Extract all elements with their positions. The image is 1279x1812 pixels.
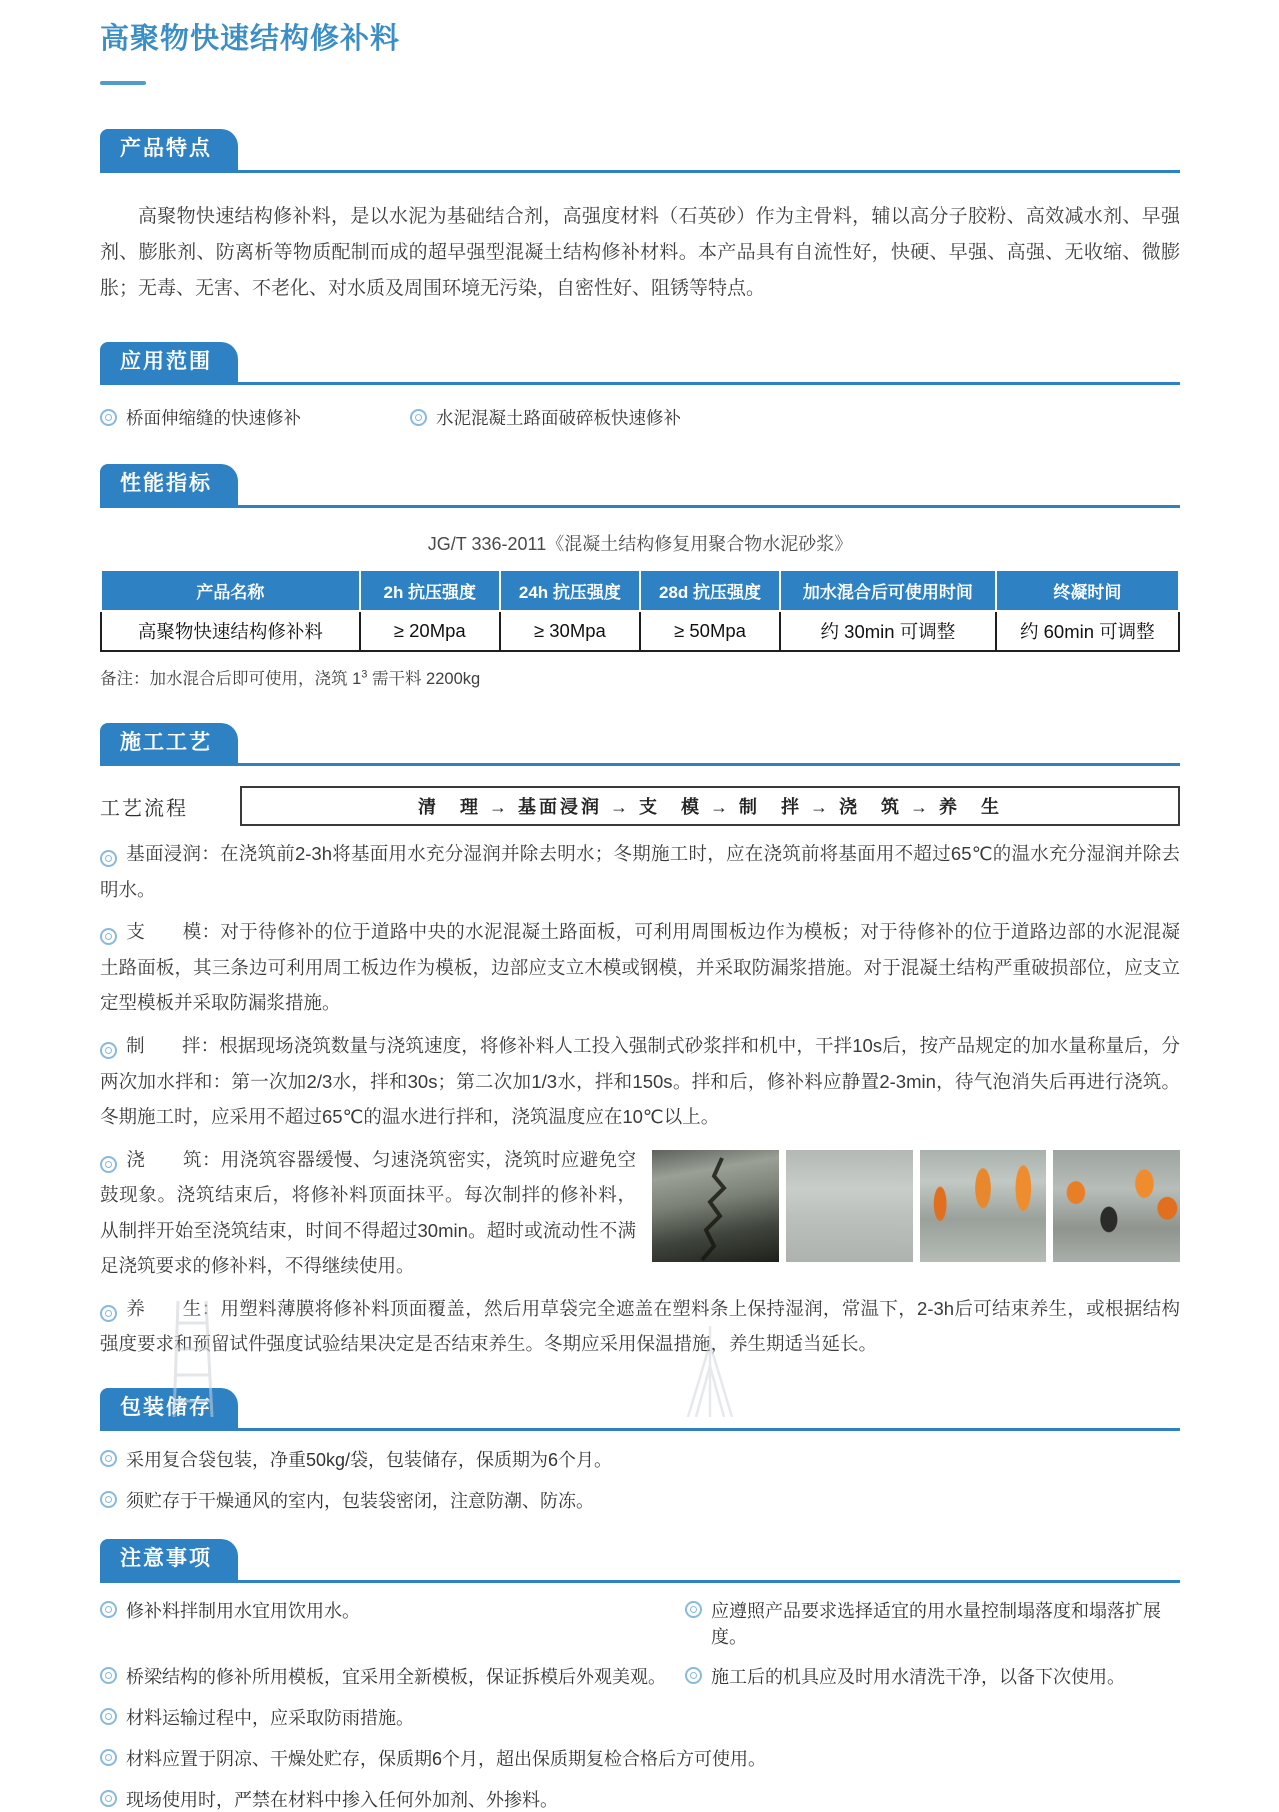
ring-bullet-icon xyxy=(685,1601,702,1618)
column-header: 加水混合后可使用时间 xyxy=(780,570,996,611)
column-header: 2h 抗压强度 xyxy=(360,570,500,611)
section-tab-notes: 注意事项 xyxy=(100,1539,238,1580)
ring-bullet-icon xyxy=(100,1042,117,1059)
list-item xyxy=(100,1487,1180,1513)
standard-reference: JG/T 336-2011《混凝土结构修复用聚合物水泥砂浆》 xyxy=(427,533,853,554)
title-underline xyxy=(100,81,146,85)
section-header-application xyxy=(100,342,1180,386)
list-item xyxy=(100,1663,685,1689)
process-step xyxy=(100,1291,1180,1362)
ring-bullet-icon xyxy=(100,1790,117,1807)
section-tab-features: 产品特点 xyxy=(100,129,238,170)
ring-bullet-icon xyxy=(100,1305,117,1322)
notes-row xyxy=(100,1597,1180,1649)
section-header-notes xyxy=(100,1539,1180,1583)
process-step-text: 养 生：用塑料薄膜将修补料顶面覆盖，然后用草袋完全遮盖在塑料条上保持湿润，常温下，2-3h后可结束养生，或根据结构强度要求和预留试件强度试验结果决定是否结束养生。冬期应采用保温措施，养生期适当延长。 xyxy=(100,1297,1180,1355)
table-cell: 约 30min 可调整 xyxy=(780,611,996,651)
note-item-label: 材料应置于阴凉、干燥处贮存，保质期6个月，超出保质期复检合格后方可使用。 xyxy=(126,1748,767,1769)
note-item-label: 现场使用时，严禁在材料中掺入任何外加剂、外掺料。 xyxy=(126,1789,558,1810)
column-header: 终凝时间 xyxy=(996,570,1179,611)
footnote-superscript: 3 xyxy=(361,668,368,681)
section-header-process xyxy=(100,723,1180,767)
process-step-text: 基面浸润：在浇筑前2-3h将基面用水充分湿润并除去明水；冬期施工时，应在浇筑前将基面用不超过65℃的温水充分湿润并除去明水。 xyxy=(100,843,1180,900)
list-item xyxy=(685,1663,1125,1689)
column-header: 28d 抗压强度 xyxy=(640,570,780,611)
flow-label: 工艺流程 xyxy=(100,797,188,820)
ring-bullet-icon xyxy=(100,409,117,426)
ring-bullet-icon xyxy=(100,1450,117,1467)
section-tab-performance: 性能指标 xyxy=(100,464,238,505)
ring-bullet-icon xyxy=(100,928,117,945)
section-header-storage xyxy=(100,1388,1180,1432)
process-step-text: 支 模：对于待修补的位于道路中央的水泥混凝土路面板，可利用周围板边作为模板；对于待修补的位于道路边部的水泥混凝土路面板，其三条边可利用周工板边作为模板，边部应支立木模或钢模，并采取防漏浆措施。对于混凝土结构严重破损部位，应支立定型模板并采取防漏浆措施。 xyxy=(100,921,1180,1014)
application-items xyxy=(100,405,1180,430)
section-tab-application: 应用范围 xyxy=(100,342,238,383)
storage-item-label: 须贮存于干燥通风的室内，包装袋密闭，注意防潮、防冻。 xyxy=(126,1491,594,1512)
table-cell: 高聚物快速结构修补料 xyxy=(101,611,360,651)
column-header: 产品名称 xyxy=(101,570,360,611)
table-cell: ≥ 20Mpa xyxy=(360,611,500,651)
ring-bullet-icon xyxy=(685,1667,702,1684)
ring-bullet-icon xyxy=(100,1491,117,1508)
process-step xyxy=(100,1028,1180,1135)
section-header-performance xyxy=(100,464,1180,508)
process-photo-strip xyxy=(652,1150,1180,1262)
section-tab-storage: 包装储存 xyxy=(100,1388,238,1429)
column-header: 24h 抗压强度 xyxy=(500,570,640,611)
ring-bullet-icon xyxy=(100,1156,117,1173)
process-step xyxy=(100,836,1180,907)
process-step xyxy=(100,914,1180,1021)
list-item xyxy=(100,1704,1180,1730)
table-header-row xyxy=(101,570,1179,611)
storage-item-label: 采用复合袋包装，净重50kg/袋，包装储存，保质期为6个月。 xyxy=(126,1450,613,1471)
application-item-label: 桥面伸缩缝的快速修补 xyxy=(126,408,301,429)
list-item xyxy=(685,1597,1180,1649)
footnote-text: 需干料 2200kg xyxy=(367,669,481,688)
list-item xyxy=(100,405,410,430)
list-item xyxy=(100,1597,685,1649)
note-item-label: 桥梁结构的修补所用模板，宜采用全新模板，保证拆模后外观美观。 xyxy=(126,1666,666,1687)
list-item xyxy=(410,405,681,430)
process-flow-row xyxy=(100,786,1180,826)
note-item-label: 修补料拌制用水宜用饮用水。 xyxy=(126,1600,360,1621)
ring-bullet-icon xyxy=(100,850,117,867)
process-step-text: 浇 筑：用浇筑容器缓慢、匀速浇筑密实，浇筑时应避免空鼓现象。浇筑结束后，将修补料顶面抹平。每次制拌的修补料，从制拌开始至浇筑结束，时间不得超过30min。超时或流动性不满足浇筑要求的修补料，不得继续使用。 xyxy=(100,1148,636,1277)
performance-table xyxy=(100,569,1180,652)
application-item-label: 水泥混凝土路面破碎板快速修补 xyxy=(436,408,681,429)
footnote-text: 备注：加水混合后即可使用，浇筑 1 xyxy=(100,669,362,688)
table-cell: ≥ 30Mpa xyxy=(500,611,640,651)
patch-finishing-crew-photo xyxy=(1053,1150,1180,1262)
ring-bullet-icon xyxy=(100,1667,117,1684)
table-row xyxy=(101,611,1179,651)
list-item xyxy=(100,1745,1180,1771)
note-item-label: 施工后的机具应及时用水清洗干净，以备下次使用。 xyxy=(711,1666,1125,1687)
flow-diagram-box: 清 理 → 基面浸润 → 支 模 → 制 拌 → 浇 筑 → 养 生 xyxy=(240,786,1180,826)
concrete-surface-photo xyxy=(786,1150,913,1262)
list-item xyxy=(100,1446,1180,1472)
ring-bullet-icon xyxy=(100,1749,117,1766)
ring-bullet-icon xyxy=(410,409,427,426)
list-item xyxy=(100,1786,1180,1812)
note-item-label: 应遵照产品要求选择适宜的用水量控制塌落度和塌落扩展度。 xyxy=(711,1600,1161,1647)
features-paragraph: 高聚物快速结构修补料，是以水泥为基础结合剂，高强度材料（石英砂）作为主骨料，辅以高分子胶粉、高效减水剂、早强剂、膨胀剂、防离析等物质配制而成的超早强型混凝土结构修补材料。本产品具有自流性好，快硬、早强、高强、无收缩、微膨胀；无毒、无害、不老化、对水质及周围环境无污染，自密性好、阻锈等特点。 xyxy=(100,205,1180,300)
ring-bullet-icon xyxy=(100,1601,117,1618)
process-step-text: 制 拌：根据现场浇筑数量与浇筑速度，将修补料人工投入强制式砂浆拌和机中，干拌10s后，按产品规定的加水量称量后，分两次加水拌和：第一次加2/3水，拌和30s；第二次加1/3水，拌和150s。拌和后，修补料应静置2-3min，待气泡消失后再进行浇筑。冬期施工时，应采用不超过65℃的温水进行拌和，浇筑温度应在10℃以上。 xyxy=(100,1034,1180,1128)
section-header-features xyxy=(100,129,1180,173)
table-cell: 约 60min 可调整 xyxy=(996,611,1179,651)
note-item-label: 材料运输过程中，应采取防雨措施。 xyxy=(126,1707,414,1728)
cracked-pavement-photo xyxy=(652,1150,779,1262)
table-footnote xyxy=(100,665,1180,689)
ring-bullet-icon xyxy=(100,1708,117,1725)
page-title: 高聚物快速结构修补料 xyxy=(100,23,401,55)
table-cell: ≥ 50Mpa xyxy=(640,611,780,651)
section-tab-process: 施工工艺 xyxy=(100,723,238,764)
road-repair-crew-photo xyxy=(920,1150,1047,1262)
product-datasheet-page xyxy=(0,16,1279,1812)
notes-row xyxy=(100,1663,1180,1689)
